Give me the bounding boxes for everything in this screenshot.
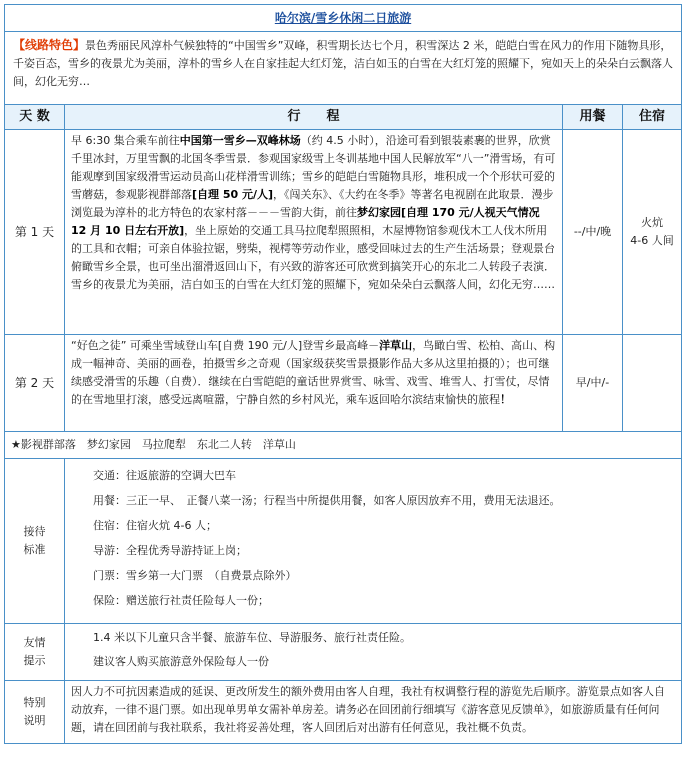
- standard-meals: 用餐：三正一早、 正餐八菜一汤；行程当中所提供用餐，如客人原因放弃不用，费用无法退还。: [93, 494, 561, 507]
- header-day: 天 数: [5, 105, 65, 130]
- notes-label: 特别 说明: [5, 681, 65, 744]
- tips-label: 友情 提示: [5, 624, 65, 681]
- itinerary-sheet: [4, 4, 681, 744]
- tour-title: [5, 5, 682, 32]
- day-1-itinerary: [65, 130, 563, 335]
- day-1-meals: --/中/晚: [563, 130, 623, 335]
- day-2-highlight-1: 洋草山: [379, 339, 413, 352]
- standard-guide: 导游：全程优秀导游持证上岗；: [93, 544, 247, 557]
- tips-content: [65, 624, 682, 681]
- day-2-itinerary: [65, 335, 563, 432]
- day-1-text-4: ，坐上原始的交通工具马拉爬犁照照相，木屋博物馆参观伐木工人伐木所用的工具和衣帽；可亲自体验拉锯，劈柴，视樗等劳动作业，感受回味过去的生产生活场景；登观景台俯瞰雪乡全景，也可坐出溜滑返回山下，有兴致的游客还可欣赏到搞笑开心的东北二人转段子表演．雪乡的夜景尤为美丽，洁白如玉的白雪在大红灯笼的照耀下，宛如朵朵白云飘落人间，幻化无穷……: [71, 224, 555, 291]
- day-1-highlight-3: 梦幻家园[自理 170 元/人视天气情况 12 月 10 日左右开放]: [71, 206, 540, 237]
- standards-label: 接待 标准: [5, 459, 65, 624]
- day-1-text-2: （约 4.5 小时），沿途可看到银装素裹的世界，欣赏千里冰封，万里雪飘的北国冬季雪景．参观国家级雪上冬训基地中国人民解放军“八一”滑雪场，有可能观摩到国家级滑雪运动员高山花样滑雪训练；雪乡的皑皑白雪随物具形，堆积成一个个形状可爱的雪蘑菇，参观影视群部落: [71, 134, 556, 201]
- day-1-highlight-1: 中国第一雪乡—双峰林场: [179, 134, 301, 147]
- header-meals: 用餐: [563, 105, 623, 130]
- tip-insurance: 建议客人购买旅游意外保险每人一份: [93, 655, 269, 668]
- attractions-tags: ★影视群部落 梦幻家园 马拉爬犁 东北二人转 洋草山: [5, 432, 682, 459]
- day-2-text-2: ，鸟瞰白雪、松柏、高山、构成一幅神奇、美丽的画卷，拍摄雪乡之奇观（国家级获奖雪景摄影作品大多从这里拍摄的）；也可继续感受滑雪的乐趣（自费）．继续在白雪皑皑的童话世界赏雪、咏雪、戏雪、堆雪人、打雪仗，尽情的在雪地里打滚，感受远离喧嚣，宁静自然的乡村风光，乘车返回哈尔滨结束愉快的旅程: [71, 339, 556, 406]
- standard-lodging: 住宿：住宿火炕 4-6 人；: [93, 519, 217, 532]
- route-features: [5, 32, 682, 105]
- tour-title-text: 哈尔滨/雪乡休闲二日旅游: [274, 11, 412, 25]
- day-2-label: 第 2 天: [5, 335, 65, 432]
- day-1-lodging: 火炕 4-6 人间: [623, 130, 682, 335]
- header-lodging: 住宿: [623, 105, 682, 130]
- notes-content: 因人力不可抗因素造成的延误、更改所发生的额外费用由客人自理，我社有权调整行程的游览先后顺序。游览景点如客人自动放弃，一律不退门票。如出现单男单女需补单房差。请务必在回团前行细填写《游客意见反馈单》，如旅游质量有任何问题，请在回团前与我社联系，我社将妥善处理，客人回团后对出游有任何意见，我社概不负责。: [65, 681, 682, 744]
- standard-tickets: 门票：雪乡第一大门票 （自费景点除外）: [93, 569, 297, 582]
- day-1-label: 第 1 天: [5, 130, 65, 335]
- day-2-text-1: “好色之徒” 可乘坐雪域登山车[自费 190 元/人]登雪乡最高峰－: [71, 339, 380, 352]
- day-1-text-1: 早 6:30 集合乘车前往: [71, 134, 180, 147]
- header-itinerary: 行 程: [65, 105, 563, 130]
- tips-row: [5, 624, 682, 681]
- day-1-highlight-2: [自理 50 元/人]: [192, 188, 274, 201]
- day-1-text-3: ，《闯关东》、《大约在冬季》等著名电视剧在此取景．漫步浏览最为淳朴的北方特色的农家村落－－－雪韵大街，前往: [71, 188, 554, 219]
- table-header-row: [5, 105, 682, 130]
- day-2-lodging: [623, 335, 682, 432]
- standards-content: [65, 459, 682, 624]
- day-2-meals: 早/中/-: [563, 335, 623, 432]
- tip-children: 1.4 米以下儿童只含半餐、旅游车位、导游服务、旅行社责任险。: [93, 631, 411, 644]
- itinerary-table: [4, 4, 682, 744]
- standards-row: [5, 459, 682, 624]
- day-2-row: [5, 335, 682, 432]
- route-features-label: 【线路特色】: [13, 38, 86, 52]
- notes-row: [5, 681, 682, 744]
- standard-insurance: 保险：赠送旅行社责任险每人一份；: [93, 594, 269, 607]
- day-2-text-3: ！: [500, 393, 511, 406]
- route-features-text: 景色秀丽民风淳朴气候独特的“中国雪乡”双峰，积雪期长达七个月，积雪深达 2 米，皑皑白雪在风力的作用下随物具形，千姿百态，雪乡的夜景尤为美丽，淳朴的雪乡人在自家挂起大红灯笼，洁白如玉的白雪在大红灯笼的照耀下，宛如天上的朵朵白云飘落人间，幻化无穷…: [13, 39, 673, 88]
- day-1-row: [5, 130, 682, 335]
- standard-transport: 交通：往返旅游的空调大巴车: [93, 469, 236, 482]
